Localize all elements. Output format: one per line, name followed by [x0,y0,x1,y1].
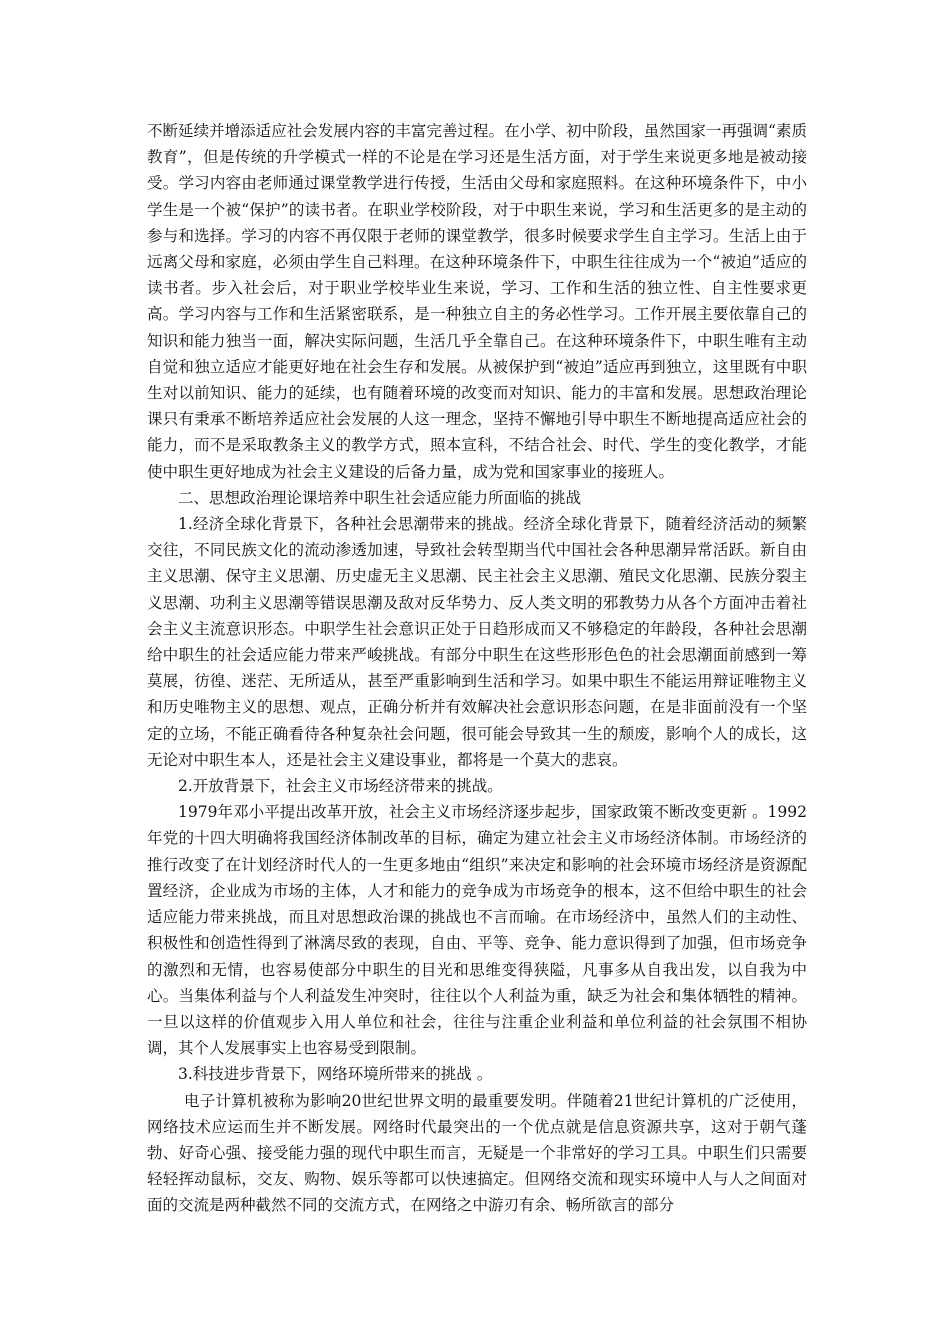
body-paragraph: 不断延续并增添适应社会发展内容的丰富完善过程。在小学、初中阶段，虽然国家一再强调“素质教育”，但是传统的升学模式一样的不论是在学习还是生活方面，对于学生来说更多地是被动接受。学习内容由老师通过课堂教学进行传授，生活由父母和家庭照料。在这种环境条件下，中小学生是一个被“保护”的读书者。在职业学校阶段，对于中职生来说，学习和生活更多的是主动的参与和选择。学习的内容不再仅限于老师的课堂教学，很多时候要求学生自主学习。生活上由于远离父母和家庭，必须由学生自己料理。在这种环境条件下，中职生往往成为一个“被迫”适应的读书者。步入社会后，对于职业学校毕业生来说，学习、工作和生活的独立性、自主性要求更高。学习内容与工作和生活紧密联系，是一种独立自主的务必性学习。工作开展主要依靠自己的知识和能力独当一面，解决实际问题，生活几乎全靠自己。在这种环境条件下，中职生唯有主动自觉和独立适应才能更好地在社会生存和发展。从被保护到“被迫”适应再到独立，这里既有中职生对以前知识、能力的延续，也有随着环境的改变而对知识、能力的丰富和发展。思想政治理论课只有秉承不断培养适应社会发展的人这一理念，坚持不懈地引导中职生不断地提高适应社会的能力，而不是采取教条主义的教学方式，照本宣科，不结合社会、时代、学生的变化教学，才能使中职生更好地成为社会主义建设的后备力量，成为党和国家事业的接班人。 [147,122,807,481]
section-heading: 二、思想政治理论课培养中职生社会适应能力所面临的挑战 [178,488,582,507]
subsection-heading: 2.开放背景下，社会主义市场经济带来的挑战。 [178,777,503,796]
body-paragraph: 电子计算机被称为影响20世纪世界文明的最重要发明。伴随着21世纪计算机的广泛使用，网络技术应运而生并不断发展。网络时代最突出的一个优点就是信息资源共享，这对于朝气蓬勃、好奇心强、接受能力强的现代中职生而言，无疑是一个非常好的学习工具。中职生们只需要轻轻挥动鼠标，交友、购物、娱乐等都可以快速搞定。但网络交流和现实环境中人与人之间面对面的交流是两种截然不同的交流方式，在网络之中游刃有余、畅所欲言的部分 [147,1091,807,1215]
body-paragraph: 1.经济全球化背景下，各种社会思潮带来的挑战。经济全球化背景下，随着经济活动的频繁交往，不同民族文化的流动渗透加速，导致社会转型期当代中国社会各种思潮异常活跃。新自由主义思潮、保守主义思潮、历史虚无主义思潮、民主社会主义思潮、殖民文化思潮、民族分裂主义思潮、功利主义思潮等错误思潮及敌对反华势力、反人类文明的邪教势力从各个方面冲击着社会主义主流意识形态。中职学生社会意识正处于日趋形成而又不够稳定的年龄段，各种社会思潮给中职生的社会适应能力带来严峻挑战。有部分中职生在这些形形色色的社会思潮面前感到一筹莫展，彷徨、迷茫、无所适从，甚至严重影响到生活和学习。如果中职生不能运用辩证唯物主义和历史唯物主义的思想、观点，正确分析并有效解决社会意识形态问题，在是非面前没有一个坚定的立场，不能正确看待各种复杂社会问题，很可能会导致其一生的颓废，影响个人的成长，这无论对中职生本人，还是社会主义建设事业，都将是一个莫大的悲哀。 [147,515,807,769]
body-paragraph: 1979年邓小平提出改革开放，社会主义市场经济逐步起步，国家政策不断改变更新 。1992年党的十四大明确将我国经济体制改革的目标，确定为建立社会主义市场经济体制。市场经济的推行改变了在计划经济时代人的一生更多地由“组织”来决定和影响的社会环境市场经济是资源配置经济，企业成为市场的主体，人才和能力的竞争成为市场竞争的根本，这不但给中职生的社会适应能力带来挑战，而且对思想政治课的挑战也不言而喻。在市场经济中，虽然人们的主动性、积极性和创造性得到了淋漓尽致的表现，自由、平等、竞争、能力意识得到了加强，但市场竞争的激烈和无情，也容易使部分中职生的目光和思维变得狭隘，凡事多从自我出发，以自我为中心。当集体利益与个人利益发生冲突时，往往以个人利益为重，缺乏为社会和集体牺牲的精神。一旦以这样的价值观步入用人单位和社会，往往与注重企业利益和单位利益的社会氛围不相协调，其个人发展事实上也容易受到限制。 [147,803,807,1058]
subsection-heading: 3.科技进步背景下，网络环境所带来的挑战 。 [178,1065,493,1084]
document-page [147,118,807,1219]
